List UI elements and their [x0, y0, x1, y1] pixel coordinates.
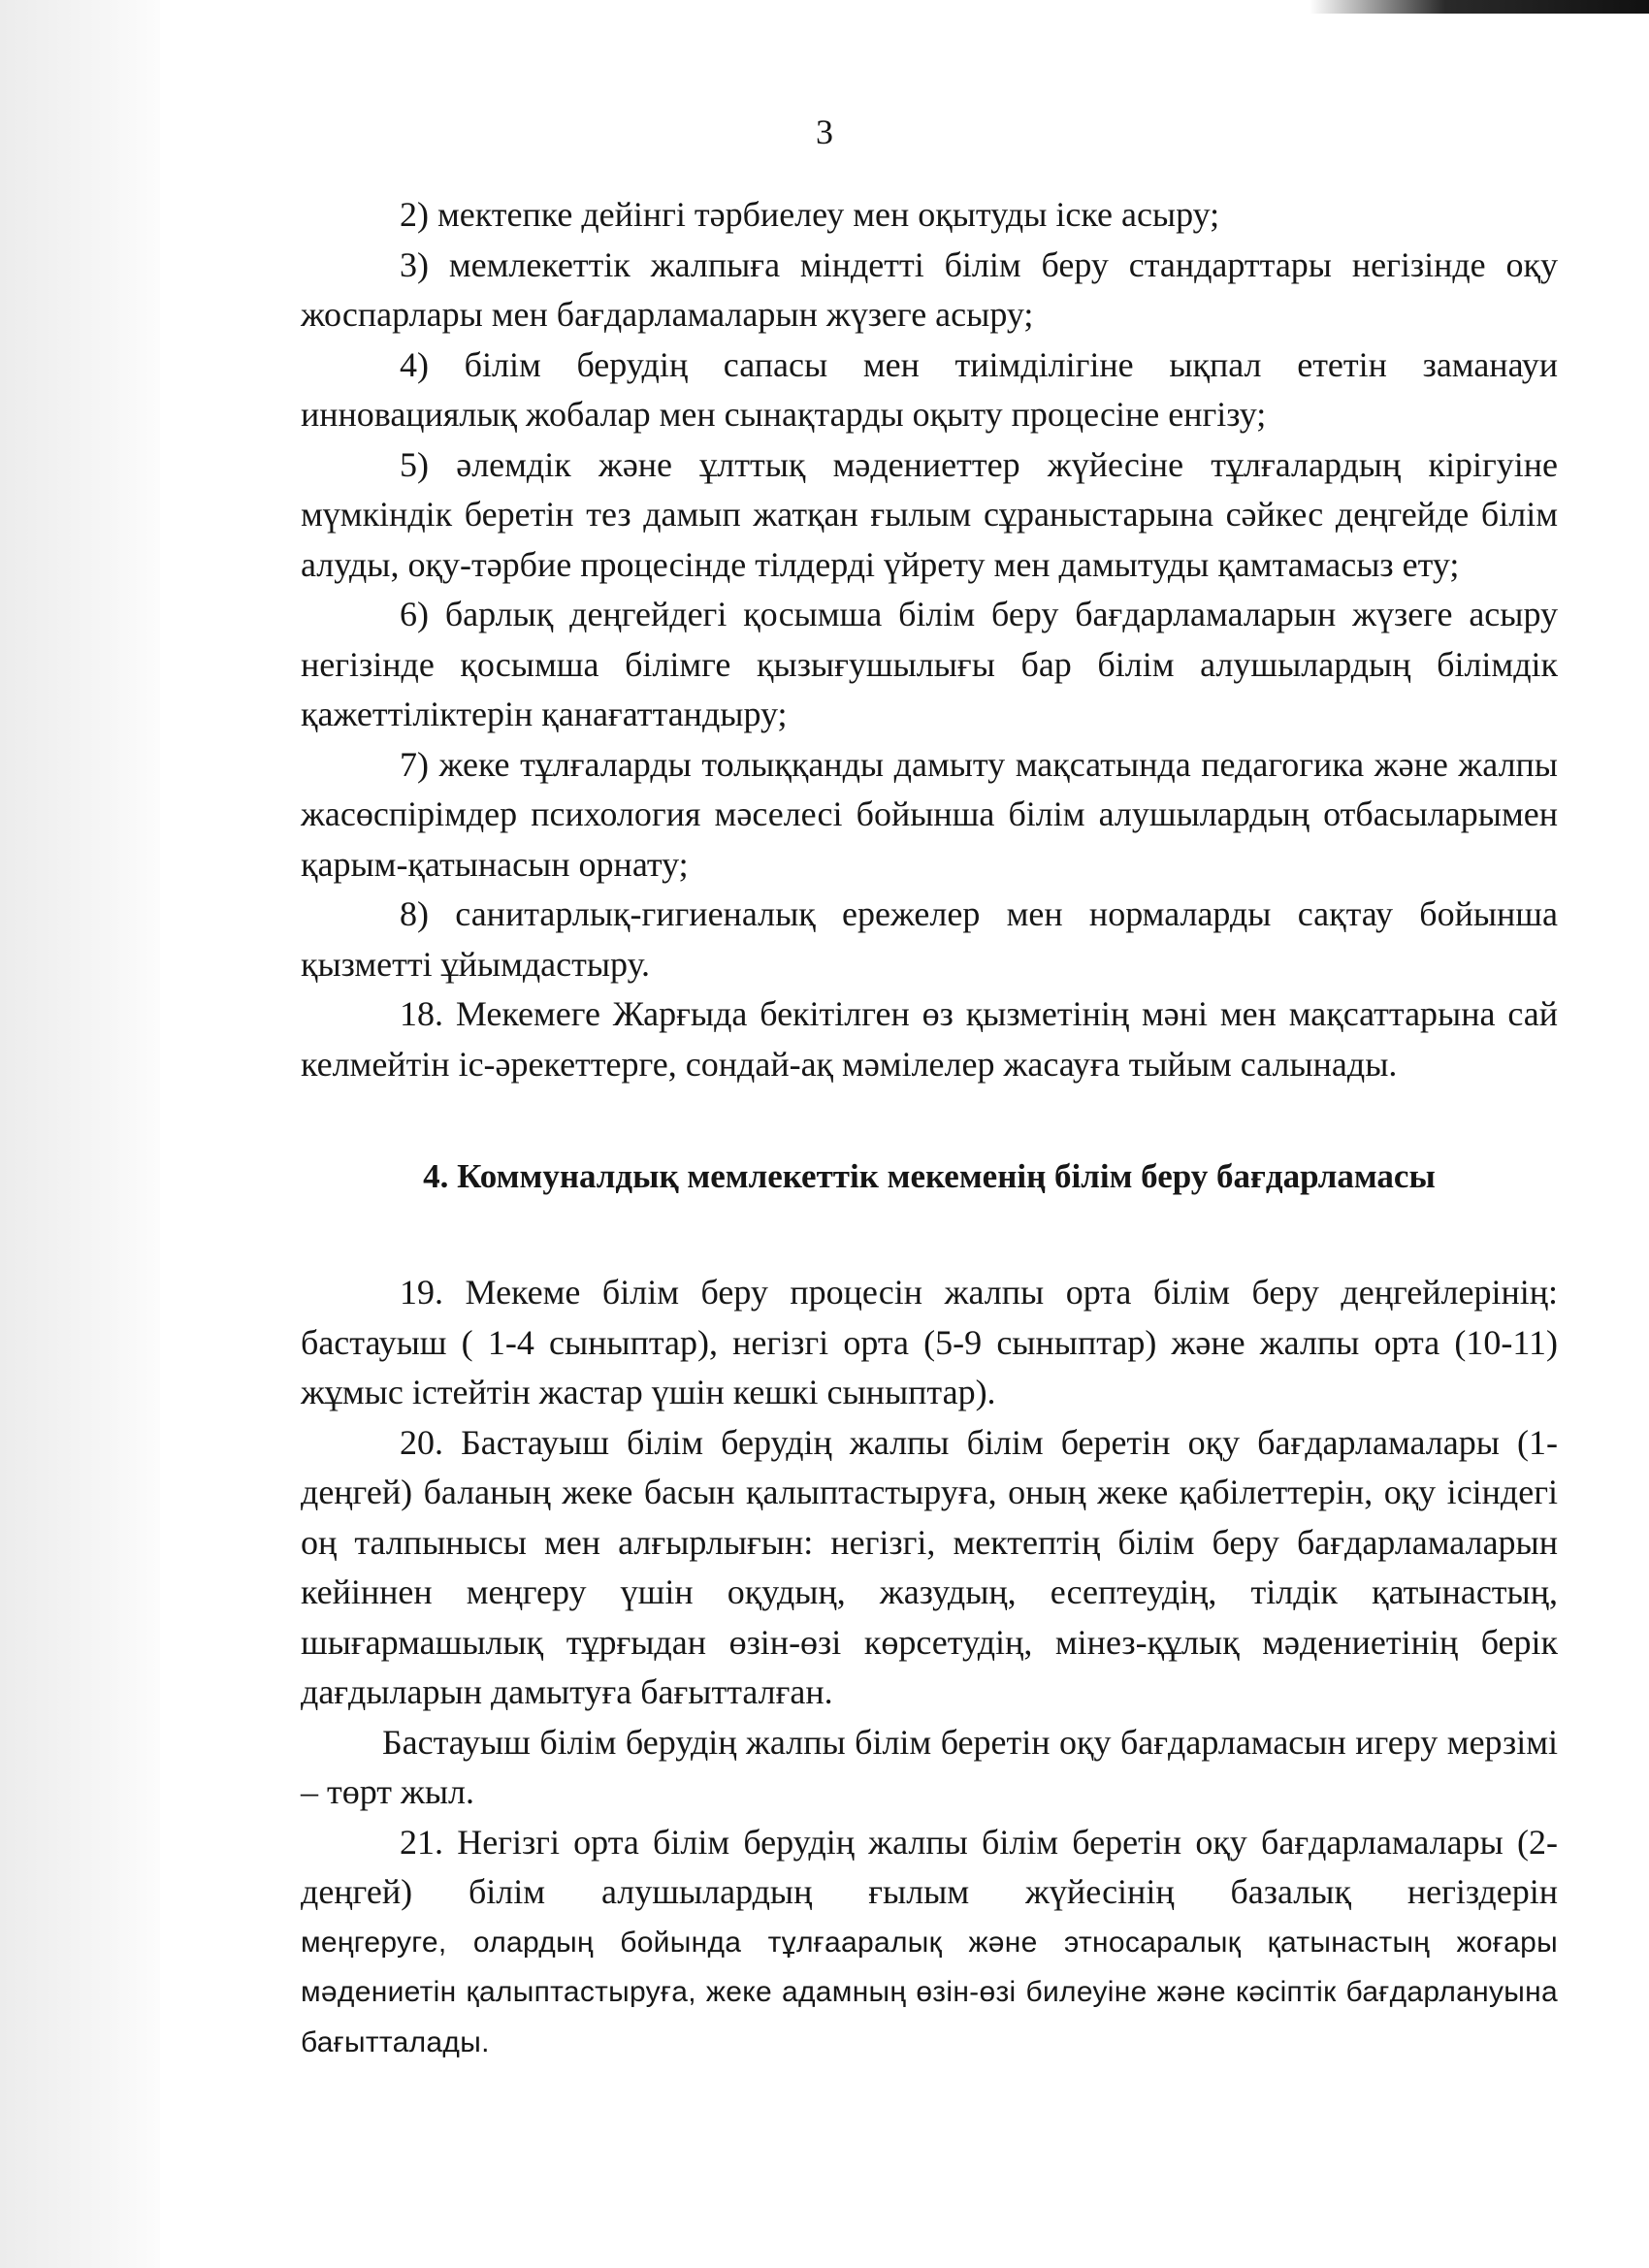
list-item-7: 7) жеке тұлғаларды толыққанды дамыту мақсатында педагогика және жалпы жасөспірімдер психология мәселесі бойынша білім алушылардың отбасыларымен қарым-қатынасын орнату; — [301, 744, 1558, 884]
clause-19: 19. Мекеме білім беру процесін жалпы орта білім беру деңгейлерінің: бастауыш ( 1-4 сыныптар), негізгі орта (5-9 сыныптар) және жалпы орта (10-11) жұмыс істейтін жастар үшін кешкі сыныптар). — [301, 1273, 1558, 1411]
page-number: 3 — [816, 113, 833, 151]
clause-20-duration: Бастауыш білім берудің жалпы білім беретін оқу бағдарламасын игеру мерзімі – төрт жыл. — [301, 1722, 1558, 1811]
list-item-8: 8) санитарлық-гигиеналық ережелер мен нормаларды сақтау бойынша қызметті ұйымдастыру. — [301, 894, 1558, 984]
list-item-3: 3) мемлекеттік жалпыға міндетті білім беру стандарттары негізінде оқу жоспарлары мен бағдарламаларын жүзеге асыру; — [301, 244, 1558, 334]
list-item-6: 6) барлық деңгейдегі қосымша білім беру бағдарламаларын жүзеге асыру негізінде қосымша білімге қызығушылығы бар білім алушылардың білімдік қажеттіліктерін қанағаттандыру; — [301, 595, 1558, 733]
section-heading: 4. Коммуналдық мемлекеттік мекеменің білім беру бағдарламасы — [423, 1157, 1436, 1195]
list-item-5: 5) әлемдік және ұлттық мәдениеттер жүйесіне тұлғалардың кірігуіне мүмкіндік беретін тез дамып жатқан ғылым сұраныстарына сәйкес деңгейде білім алуды, оқу-тәрбие процесінде тілдерді үйрету мен дамытуды қамтамасыз ету; — [301, 444, 1558, 584]
scan-shadow-left — [0, 0, 160, 2268]
clause-21: 21. Негізгі орта білім берудің жалпы білім беретін оқу бағдарламалары (2-деңгей) білім алушылардың ғылым жүйесінің базалық негіздерін — [301, 1822, 1558, 1911]
clause-21-continuation: меңгеруге, олардың бойында тұлғааралық және этносаралық қатынастың жоғары мәдениетін қалыптастыруға, жеке адамның өзін-өзі билеуіне және кәсіптік бағдарлануына бағытталады. — [301, 1926, 1558, 2058]
document-body — [301, 190, 1558, 2067]
scan-shadow-top — [1310, 0, 1649, 14]
clause-20: 20. Бастауыш білім берудің жалпы білім беретін оқу бағдарламалары (1-деңгей) баланың жеке басын қалыптастыруға, оның жеке қабілеттерін, оқу ісіндегі оң талпынысы мен алғырлығын: негізгі, мектептің білім беру бағдарламаларын кейіннен меңгеру үшін оқудың, жазудың, есептеудің, тілдік қатынастың, шығармашылық тұрғыдан өзін-өзі көрсетудің, мінез-құлық мәдениетінің берік дағдыларын дамытуға бағытталған. — [301, 1422, 1558, 1711]
list-item-4: 4) білім берудің сапасы мен тиімділігіне ықпал ететін заманауи инновациялық жобалар мен сынақтарды оқыту процесіне енгізу; — [301, 344, 1558, 434]
list-item-2: 2) мектепке дейінгі тәрбиелеу мен оқытуды іске асыру; — [400, 195, 1220, 234]
clause-18: 18. Мекемеге Жарғыда бекітілген өз қызметінің мәні мен мақсаттарына сай келмейтін іс-әрекеттерге, сондай-ақ мәмілелер жасауға тыйым салынады. — [301, 994, 1558, 1084]
